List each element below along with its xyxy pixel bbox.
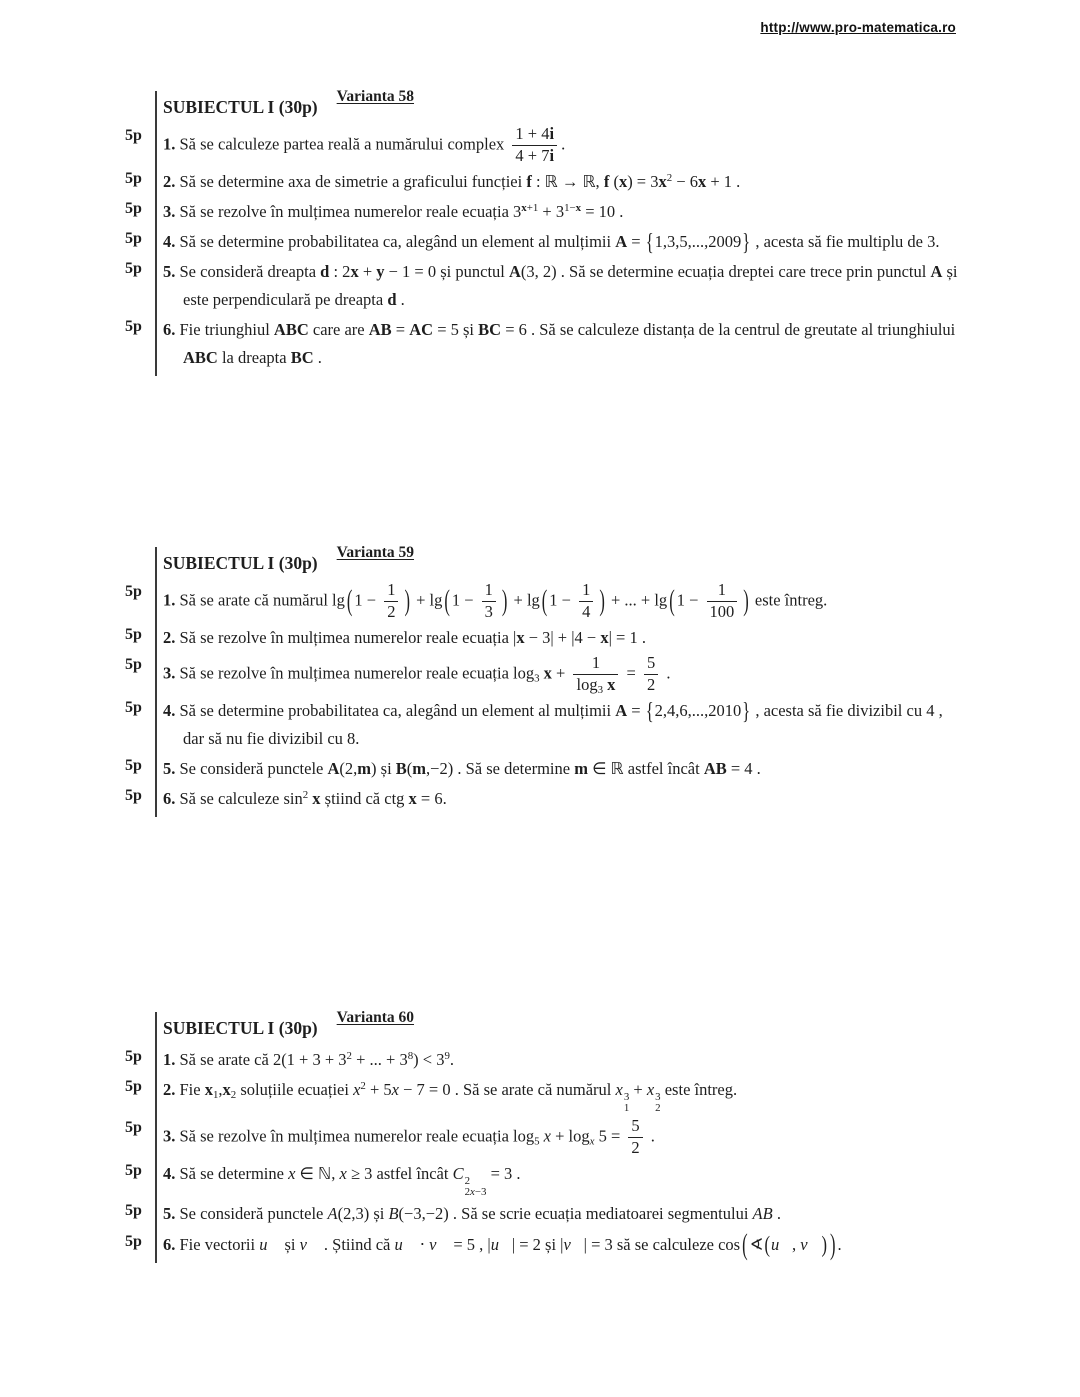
- problem-row: [125, 755, 965, 783]
- problem-row: [125, 228, 965, 256]
- problem-list: [125, 1046, 965, 1262]
- points-label: 5p: [125, 655, 142, 673]
- problem-text: 1. Să se calculeze partea reală a numărului complex $\frac{1 + 4i}{4 + 7i}$ .: [163, 124, 566, 165]
- problem-text: 4. Să se determine x ∈ ℕ, x ≥ 3 astfel încât C 2 2x−3 = 3 .: [163, 1163, 521, 1199]
- problem-row: [125, 258, 965, 314]
- variant-section: [118, 1009, 965, 1262]
- subject-heading: SUBIECTUL I (30p): [163, 97, 318, 117]
- points-label: 5p: [125, 625, 142, 643]
- points-label: 5p: [125, 583, 142, 600]
- points-label: 5p: [125, 1161, 142, 1179]
- section-header: [163, 544, 965, 574]
- problem-text: 5. Se consideră punctele A(2,m) și B(m,−2) . Să se determine m ∈ ℝ astfel încât AB = 4 .: [163, 759, 761, 779]
- problem-row: [125, 624, 965, 652]
- problem-text: 4. Să se determine probabilitatea ca, alegând un element al mulțimii A = {2,4,6,...,2010} , acesta să fie divizibil cu 4 , dar să nu fie divizibil cu 8.: [163, 697, 943, 748]
- points-label: 5p: [125, 230, 142, 248]
- problem-text: 6. Să se calculeze $\sin^2 x$ știind că ctg x = 6.: [163, 789, 447, 809]
- problem-text: 6. Fie triunghiul ABC care are AB = AC = 5 și BC = 6 . Să se calculeze distanța de la centrul de greutate al triunghiului ABC la dreapta BC .: [163, 320, 956, 368]
- subject-heading: SUBIECTUL I (30p): [163, 1018, 318, 1038]
- problem-list: [125, 124, 965, 372]
- points-label: 5p: [125, 1078, 142, 1096]
- variant-section: [118, 88, 965, 372]
- points-label: 5p: [125, 1232, 142, 1250]
- problem-text: 1. Să se arate că $2(1 + 3 + 3^2$ + ... + $3^8) < 3^9$.: [163, 1050, 455, 1069]
- points-label: 5p: [125, 318, 142, 336]
- problem-text: 3. Să se rezolve în mulțimea numerelor reale ecuația $\log_5 x + \log_x 5$ = $\frac{5}{2}$ .: [163, 1115, 655, 1157]
- points-label: 5p: [125, 1118, 142, 1136]
- section-rule: [155, 1012, 157, 1263]
- problem-row: [125, 1227, 965, 1262]
- problem-row: [125, 652, 965, 696]
- problem-text: 2. Să se determine axa de simetrie a graficului funcției f : ℝ → ℝ, f $(x) = 3x^2 - 6x + 1$ .: [163, 171, 741, 191]
- points-label: 5p: [125, 1048, 142, 1065]
- problem-row: [125, 1046, 965, 1074]
- problem-row: [125, 785, 965, 813]
- problem-row: [125, 697, 965, 753]
- problem-text: 1. Să se arate că numărul lg ( 1 − $\frac{1}{2}$ ) + lg ( 1 − $\frac{1}{3}$ ) + lg ( 1 − $\frac{1}{4}$ ) + ... + lg ( 1 − $\frac{1}{100}$ ) este întreg.: [163, 580, 828, 621]
- section-rule: [155, 547, 157, 817]
- section-header: [163, 1009, 965, 1039]
- problem-row: [125, 1076, 965, 1115]
- variant-section: [118, 544, 965, 813]
- variant-heading: Varianta 60: [336, 1009, 415, 1026]
- problem-row: [125, 1115, 965, 1158]
- problem-row: [125, 1160, 965, 1199]
- problem-list: [125, 580, 965, 813]
- points-label: 5p: [125, 169, 142, 187]
- problem-row: [125, 1200, 965, 1228]
- problem-text: 5. Se consideră dreapta d : 2x + y − 1 = 0 și punctul A(3, 2) . Să se determine ecuația dreptei care trece prin punctul A și este perpendiculară pe dreapta d .: [163, 262, 958, 310]
- variant-heading: Varianta 58: [336, 88, 415, 105]
- problem-row: [125, 124, 965, 166]
- variant-heading: Varianta 59: [336, 544, 415, 561]
- problem-row: [125, 198, 965, 226]
- problem-text: 3. Să se rezolve în mulțimea numerelor reale ecuația $\log_3 x$ + $\frac{1}{\log_3 x}$ = $\frac{5}{2}$ .: [163, 652, 671, 696]
- subject-heading: SUBIECTUL I (30p): [163, 553, 318, 573]
- problem-text: 2. Să se rezolve în mulțimea numerelor reale ecuația |x − 3| + |4 − x| = 1 .: [163, 627, 646, 647]
- problem-row: [125, 580, 965, 622]
- points-label: 5p: [125, 260, 142, 278]
- problem-text: 3. Să se rezolve în mulțimea numerelor reale ecuația $3^{x+1} + 3^{1-x} = 10$ .: [163, 201, 624, 221]
- section-rule: [155, 91, 157, 376]
- problem-row: [125, 168, 965, 196]
- points-label: 5p: [125, 127, 142, 144]
- problem-text: 6. Fie vectorii u⃗ și v⃗ . Știind că u⃗ ⋅ v⃗ = 5 , |u⃗| = 2 și |v⃗| = 3 să se calculeze cos ( ∢(u⃗, v⃗) ) .: [163, 1227, 842, 1262]
- problem-row: [125, 316, 965, 372]
- points-label: 5p: [125, 199, 142, 217]
- section-header: [163, 88, 965, 118]
- problem-text: 5. Se consideră punctele A(2,3) și B(−3,−2) . Să se scrie ecuația mediatoarei segmentului AB .: [163, 1204, 781, 1224]
- problem-text: 4. Să se determine probabilitatea ca, alegând un element al mulțimii A = {1,3,5,...,2009} , acesta să fie multiplu de 3.: [163, 228, 940, 256]
- points-label: 5p: [125, 698, 142, 716]
- points-label: 5p: [125, 787, 142, 805]
- points-label: 5p: [125, 1202, 142, 1220]
- problem-text: 2. Fie $x_1,x_2$ soluțiile ecuației $x^2 + 5x - 7 = 0$ . Să se arate că numărul x 3 1 + x 3 2 este întreg.: [163, 1080, 738, 1115]
- points-label: 5p: [125, 757, 142, 775]
- site-url: http://www.pro-matematica.ro: [760, 20, 956, 35]
